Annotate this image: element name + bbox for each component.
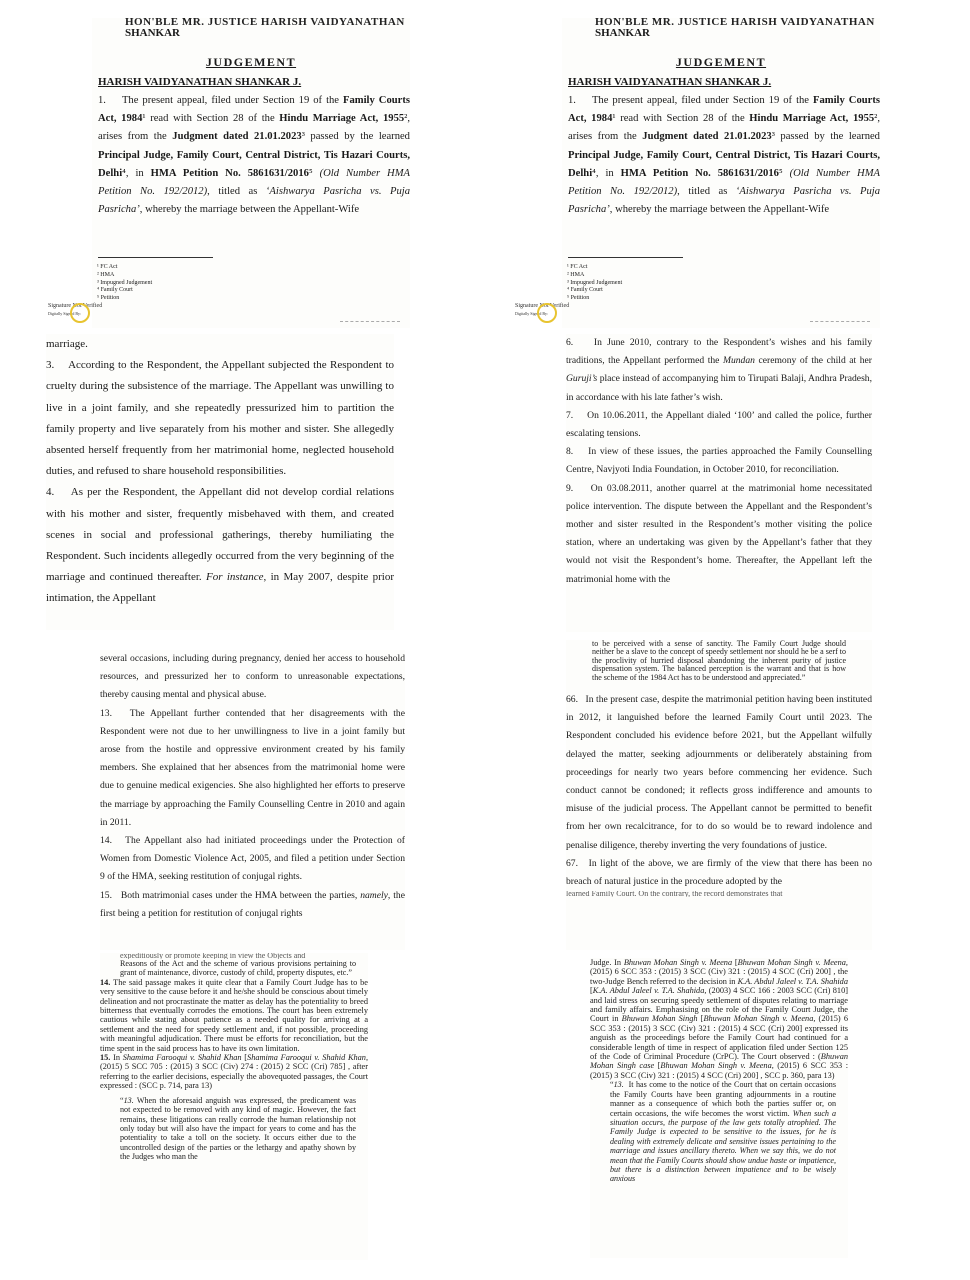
bold-run: Family Courts Act, 1984	[98, 95, 410, 125]
text-run: ⁴, in	[122, 167, 151, 179]
italic-run: namely	[360, 889, 388, 901]
truncated-line: expeditiously or promote keeping in view the Objects and	[120, 953, 306, 959]
text-run: [	[697, 1014, 704, 1024]
italic-run: ‘Aishwarya Pasricha vs. Puja Pasricha’	[98, 186, 410, 216]
footnote-item: ¹ FC Act	[97, 264, 118, 271]
paragraph	[100, 832, 405, 887]
footnote-item: ⁴ Family Court	[97, 287, 133, 294]
paragraph	[100, 1053, 368, 1091]
footnote-item: ¹ FC Act	[567, 264, 588, 271]
bold-run: 15.	[100, 1053, 111, 1063]
quoted-passage	[590, 1080, 848, 1183]
text-run: In	[110, 1053, 123, 1063]
judge-name: HARISH VAIDYANATHAN SHANKAR J.	[98, 76, 302, 88]
text-run: 4. As per the Respondent, the Appellant did not develop cordial relations with his mother and sister, frequently misbehaved with them, and created scenes in social and professional gatherings, thereby humiliating the Respondent. Such incidents allegedly occurred from the very beginning of the marriage and continued thereafter.	[46, 486, 394, 584]
italic-run: Shamima Farooqui v. Shahid Khan	[247, 1053, 366, 1063]
paragraph	[566, 855, 872, 891]
text-run: 3. According to the Respondent, the Appellant subjected the Respondent to cruelty during the subsistence of the marriage. The Appellant was unwilling to live in a joint family, and she repeatedly pressurized him to partition the family property and live separately from his mother and sister. She allegedly absented herself frequently from her matrimonial home, neglected household duties, and refused to share household responsibilities.	[46, 359, 394, 478]
text-run: When the aforesaid anguish was expressed, the predicament was not expected to be removed with any kind of magic. However, the fact remains, these litigations can really corrode the human relationship not only today but will also have the impact for years to come and has the potentiality to take a toll on the society. It occurs either due to the uncontrolled design of the parties or the lethargy and apathy shown by the Judges who man the	[120, 1095, 356, 1162]
italic-run: (Old Number HMA Petition No. 192/2012)	[568, 167, 880, 198]
text-run: 6. In June 2010, contrary to the Respondent’s wishes and his family traditions, the Appellant performed the	[566, 337, 872, 367]
paragraph	[46, 355, 394, 482]
paragraph-list	[100, 978, 368, 1091]
italic-run: Bhuwan Mohan Singh case	[590, 1052, 848, 1071]
text-run: ¹ read with Section 28 of the	[612, 113, 750, 125]
text-run: It has come to the notice of the Court that on certain occasions the Family Courts have been granting adjournments in a routine manner as a consequence of which both the parties suffer or, on certain occasions, the wife becomes the worst victim.	[610, 1080, 836, 1118]
truncated-line: learned Family Court. On the contrary, the record demonstrates that	[566, 891, 783, 898]
quoted-passage	[566, 640, 872, 682]
text-run: to be perceived with a sense of sanctity. The Family Court Judge should neither be a slave to the concept of speedy settlement nor should he be a serf to the proclivity of hurried disposal abandoning the inherent purity of justice dispensation system. The balanced perception is the warrant and that is how the scheme of the 1984 Act has to be understood and appreciated.”	[592, 640, 846, 682]
italic-run: 13.	[613, 1080, 624, 1090]
bold-run: Judgment dated 21.01.2023	[172, 131, 302, 143]
text-run: ¹ read with Section 28 of the	[142, 113, 280, 125]
text-run: , (2015) 5 SCC 705 : (2015) 3 SCC (Civ) 274 : (2015) 2 SCC (Cri) 785] , after referring to the earlier decisions, especially the abovequoted passages, the Court expressed : (SCC p. 714, para 13)	[100, 1053, 368, 1091]
italic-run: Guruji’s	[566, 373, 598, 385]
paragraph	[120, 1096, 356, 1162]
italic-run: K.A. Abdul Jaleel v. T.A. Shahida	[592, 986, 705, 996]
text-run: , (2015) 6 SCC 353 : (2015) 3 SCC (Civ) 321 : (2015) 4 SCC (Cri) 200] , the two-Judge Bench referred to the decision in	[590, 958, 848, 986]
text-run: ceremony of the child at her	[754, 355, 872, 367]
paragraph-list	[590, 958, 848, 1080]
paragraph	[566, 443, 872, 479]
paragraph	[566, 480, 872, 589]
footnotes	[97, 264, 410, 302]
text-run: 15. Both matrimonial cases under the HMA between the parties,	[100, 889, 361, 901]
footnote-item: ² HMA	[567, 272, 585, 279]
text-run: 13. The Appellant further contended that her disagreements with the Respondent were not due to her unwillingness to live in a joint family but arose from the hostile and oppressive environment created by his family members. She explained that her absences from the matrimonial home were due to genuine medical exigencies. She also highlighted her efforts to preserve the marriage by approaching the Family Counselling Centre in 2010 and again in 2011.	[100, 707, 405, 828]
paragraph	[566, 407, 872, 443]
page-end-divider	[340, 321, 400, 322]
text-run: [	[590, 986, 593, 996]
quoted-passage	[100, 1096, 368, 1162]
italic-run: Mundan	[722, 355, 755, 367]
bold-run: Hindu Marriage Act, 1955	[279, 113, 405, 125]
quoted-passage	[100, 959, 368, 978]
text-run: 1. The present appeal, filed under Section 19 of the	[568, 95, 814, 106]
paragraph	[46, 482, 394, 609]
paragraph	[100, 705, 405, 832]
text-run: ⁵	[778, 167, 790, 179]
italic-run: ‘Aishwarya Pasricha vs. Puja Pasricha’	[568, 186, 880, 216]
bold-run: Family Courts Act, 1984	[568, 95, 880, 125]
text-run: several occasions, including during pregnancy, denied her access to household resources, and pressurized her to conform to unreasonable expectations, thereby causing mental and physical abuse.	[100, 653, 405, 701]
text-run: [	[654, 1061, 661, 1071]
paragraph-list	[566, 334, 872, 589]
text-run: ⁴, in	[592, 167, 621, 179]
bold-run: Judgment dated 21.01.2023	[642, 131, 772, 143]
italic-run: Bhuwan Mohan Singh v. Meena	[623, 958, 733, 967]
footnote-item: ² HMA	[97, 272, 115, 279]
judgement-title: JUDGEMENT	[675, 55, 767, 69]
text-run: ³ passed by the learned	[771, 131, 880, 143]
text-run: 67. In light of the above, we are firmly of the view that there has been no breach of natural justice in the procedure adopted by the	[566, 857, 872, 888]
footnotes	[567, 264, 880, 302]
judgement-excerpt-appellant-case	[100, 650, 405, 950]
italic-run: (Old Number HMA Petition No. 192/2012)	[98, 167, 410, 198]
text-run: The said passage makes it quite clear that a Family Court Judge has to be very sensitive to the cause before it and he/she should be conscious about timely delineation and not procrastinate the matter as delay has the potentiality to breed bitterness that eventually corrodes the emotions. The court has been extremely cautious while stating about patience as a needed quality for arriving at a settlement and the need for speedy settlement and, if not possible, proceeding with meaningful adjudication. There must be efforts for reconciliation, but the time spent in the said process has to have its own limitation.	[100, 977, 368, 1053]
text-run: , whereby the marriage between the Appellant-Wife	[139, 204, 360, 216]
signature-subtext: Digitally Signed By:	[515, 311, 549, 316]
paragraph-list	[100, 650, 405, 923]
text-run: , (2003) 4 SCC 166 : 2003 SCC (Cri) 810] and laid stress on securing speedy settlement of disputes relating to marriage and family affairs. Emphasising on the role of the Family Court Judge, the Court in	[590, 986, 848, 1024]
text-run: ³ passed by the learned	[301, 131, 410, 143]
text-run: , titled as	[677, 186, 736, 198]
footnote-item: ⁴ Family Court	[567, 287, 603, 294]
text-run: , (2015) 6 SCC 353 : (2015) 3 SCC (Civ) 321 : (2015) 4 SCC (Cri) 200] expressed its anguish as the proceedings before the Family Court had continued for a considerable length of time in respect of application filed under Section 125 of the Code of Criminal Procedure (CrPC). The Court observed : (	[590, 1014, 848, 1062]
paragraph	[566, 691, 872, 855]
header-judge-line: HON'BLE MR. JUSTICE HARISH VAIDYANATHAN	[125, 18, 405, 26]
paragraph	[120, 959, 356, 978]
text-run: Judge. In	[590, 958, 624, 967]
case-law-excerpt-right	[590, 958, 848, 1258]
judgement-page-right	[562, 18, 880, 328]
text-run: “	[120, 1095, 124, 1105]
italic-run: Bhuwan Mohan Singh v. Meena	[703, 1014, 814, 1024]
signature-text: Signature Not Verified	[48, 303, 103, 309]
paragraph-1	[98, 92, 410, 219]
text-run: 14. The Appellant also had initiated proceedings under the Protection of Women from Domestic Violence Act, 2005, and filed a petition under Section 9 of the HMA, seeking restitution of conjugal rights.	[100, 835, 405, 883]
text-run: , in May 2007, despite prior intimation, the Appellant	[46, 571, 394, 605]
judgement-excerpt-delay-findings	[566, 640, 872, 950]
text-run: 8. In view of these issues, the parties approached the Family Counselling Centre, Navjyoti India Foundation, in October 2010, for reconciliation.	[566, 446, 872, 476]
italic-run: For instance	[206, 571, 264, 584]
text-run: 1. The present appeal, filed under Section 19 of the	[98, 95, 344, 106]
paragraph	[100, 978, 368, 1053]
footnote-item: ⁵ Petition	[567, 294, 590, 301]
header-judge-line: HON'BLE MR. JUSTICE HARISH VAIDYANATHAN	[595, 18, 875, 26]
paragraph	[566, 334, 872, 407]
italic-run: Shamima Farooqui v. Shahid Khan	[122, 1053, 242, 1063]
text-run: ², arises from the	[568, 113, 880, 143]
paragraph-list	[46, 334, 394, 610]
footnote-item: ⁵ Petition	[97, 294, 120, 301]
bold-run: Principal Judge, Family Court, Central District, Tis Hazari Courts, Delhi	[568, 149, 880, 179]
case-law-excerpt-left	[100, 953, 368, 1260]
header-judge-surname: SHANKAR	[595, 27, 651, 39]
judgement-title: JUDGEMENT	[205, 55, 297, 69]
text-run: [	[241, 1053, 248, 1063]
paragraph	[100, 887, 405, 923]
bold-run: Hindu Marriage Act, 1955	[749, 113, 875, 125]
text-run: , titled as	[207, 186, 266, 198]
signature-subtext: Digitally Signed By:	[48, 311, 82, 316]
signature-text: Signature Not Verified	[515, 303, 570, 309]
text-run: 9. On 03.08.2011, another quarrel at the matrimonial home necessitated police intervention. The dispute between the Appellant and the Respondent’s mother and sister resulted in the Respondent’s mother visiting the police station, where an undertaking was given by the Appellant’s father that they would not visit the Respondent’s home. Thereafter, the Appellant left the matrimonial home with the	[566, 482, 872, 585]
judgement-excerpt-incidents	[566, 334, 872, 632]
italic-run: 13.	[123, 1095, 134, 1105]
text-run: “	[610, 1080, 614, 1090]
italic-run: Bhuwan Mohan Singh v. Meena	[737, 958, 846, 967]
italic-run: K.A. Abdul Jaleel v. T.A. Shahida	[737, 976, 848, 986]
paragraph	[592, 640, 846, 682]
paragraph	[46, 334, 394, 355]
text-run: , (2015) 6 SCC 353 : (2015) 3 SCC (Civ) 321 : (2015) 4 SCC (Cri) 200] , SCC p. 360, para 13)	[590, 1061, 848, 1080]
text-run: [	[732, 958, 738, 967]
text-run: 7. On 10.06.2011, the Appellant dialed ‘100’ and called the police, further escalating tensions.	[566, 409, 872, 440]
header-judge-surname: SHANKAR	[125, 27, 181, 39]
paragraph	[610, 1080, 836, 1183]
text-run: ², arises from the	[98, 113, 410, 143]
signature-verified-icon	[537, 303, 557, 323]
judge-name: HARISH VAIDYANATHAN SHANKAR J.	[568, 76, 772, 88]
bold-run: HMA Petition No. 5861631/2016	[150, 167, 309, 179]
text-run: place instead of accompanying him to Tirupati Balaji, Andhra Pradesh, in accordance with his late father’s wish.	[566, 373, 872, 403]
judgement-page-left	[92, 18, 410, 328]
text-run: 66. In the present case, despite the matrimonial petition having been instituted in 2012, it languished before the learned Family Court until 2023. The Respondent concluded his evidence before 2021, but the Appellant wilfully delayed the matter, seeking adjournments or deliberately abstaining from proceedings for nearly two years before commencing her evidence. Such conduct cannot be condoned; it reflects gross indifference and amounts to misuse of the judicial process. The Appellant cannot be permitted to benefit from her own recalcitrance, for to do so would be to reward indolence and penalise diligence, thereby inverting the very foundations of justice.	[566, 694, 872, 851]
bold-run: 14.	[100, 977, 111, 987]
paragraph	[590, 958, 848, 1080]
text-run: Reasons of the Act and the scheme of various provisions pertaining to grant of maintenance, divorce, custody of child, property disputes, etc.”	[120, 959, 356, 978]
footnote-divider	[98, 257, 213, 258]
bold-run: HMA Petition No. 5861631/2016	[620, 167, 779, 179]
paragraph-list	[566, 691, 872, 891]
text-run: , the first being a petition for restitution of conjugal rights	[100, 889, 405, 919]
judgement-excerpt-respondent-case	[46, 334, 394, 630]
italic-run: Bhuwan Mohan Singh v. Meena	[660, 1061, 772, 1071]
signature-verified-icon	[70, 303, 90, 323]
paragraph-1	[568, 92, 880, 219]
footnote-divider	[568, 257, 683, 258]
text-run: , whereby the marriage between the Appellant-Wife	[609, 204, 830, 216]
bold-run: Principal Judge, Family Court, Central District, Tis Hazari Courts, Delhi	[98, 149, 410, 179]
text-run: marriage.	[46, 338, 88, 350]
text-run: ⁵	[308, 167, 320, 179]
italic-run: Bhuwan Mohan Singh	[621, 1014, 698, 1024]
italic-run: When such a situation occurs, the purpose of the law gets totally atrophied. The Family Judge is expected to be sensitive to the issues, for he is dealing with extremely delicate and sensitive issues pertaining to the marriage and issues ancillary thereto. When we say this, we do not mean that the Family Courts should show undue haste or impatience, but there is a distinction between impatience and to be wisely anxious	[610, 1108, 837, 1184]
paragraph	[100, 650, 405, 705]
footnote-item: ³ Impugned Judgement	[567, 279, 623, 286]
footnote-item: ³ Impugned Judgement	[97, 279, 153, 286]
page-end-divider	[810, 321, 870, 322]
